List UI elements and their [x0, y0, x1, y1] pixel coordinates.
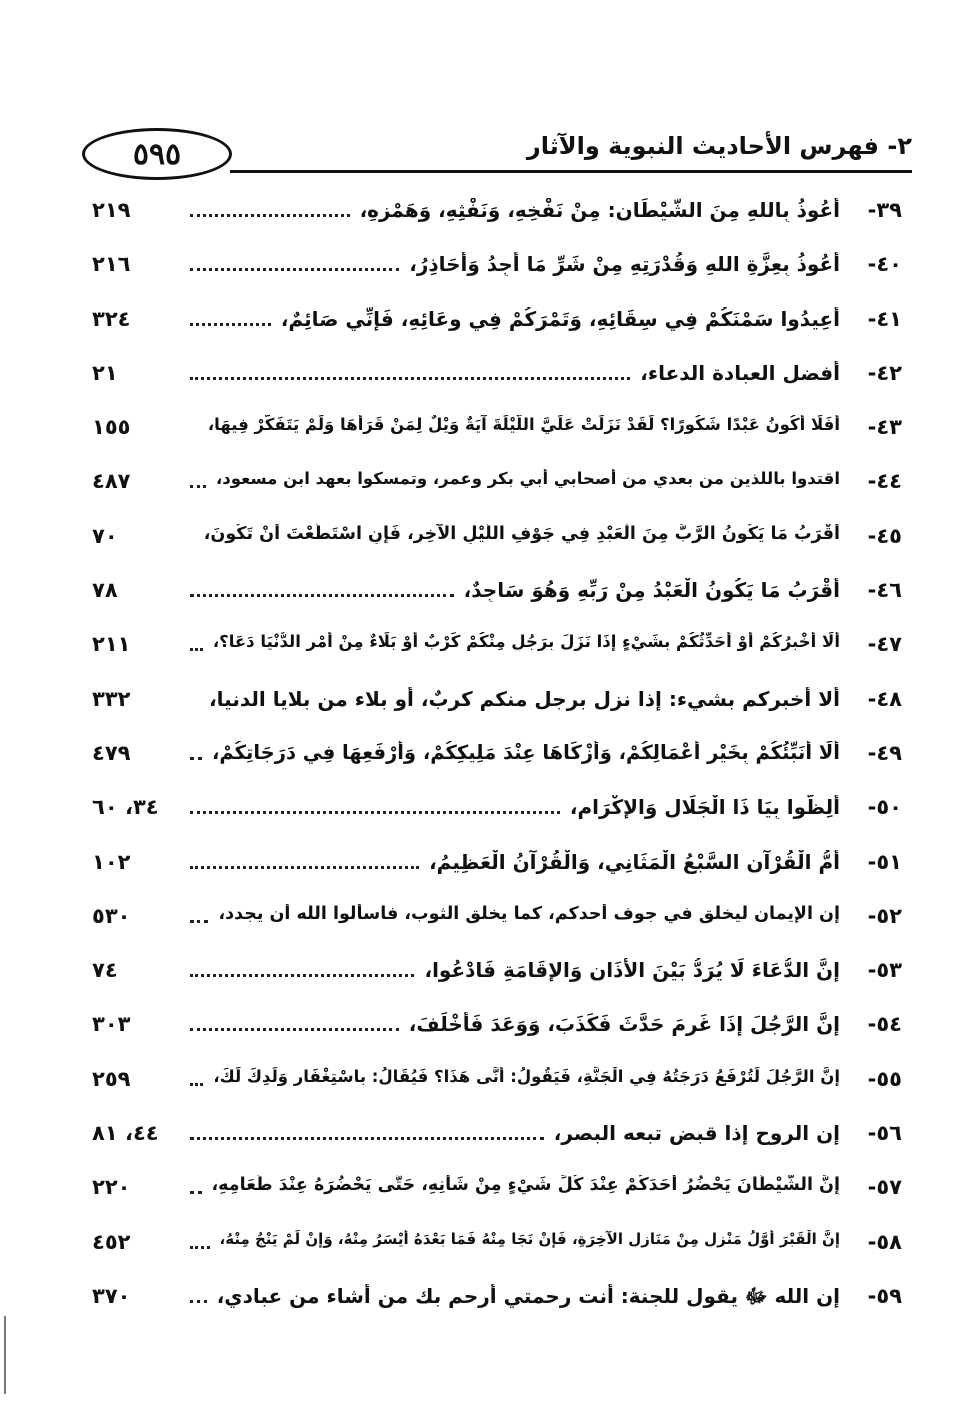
entry-page-reference: ٢١١: [92, 632, 131, 657]
page-number-oval: [82, 128, 232, 180]
index-entry: [92, 355, 902, 409]
entry-number: ٤١-: [867, 306, 902, 331]
entry-text: أَعُوذُ بِاللهِ مِنَ الشَّيْطَانِ: مِنْ نَفْخِهِ، وَنَفْثِهِ، وَهَمْزِهِ،: [359, 198, 840, 222]
entry-text: اقتدوا باللذين من بعدي من أصحابي أبي بكر وعمر، وتمسكوا بعهد ابن مسعود،: [216, 469, 840, 489]
entry-text: أَلَا أُنَبِّئُكُمْ بِخَيْرِ أَعْمَالِكُمْ، وَأَزْكَاهَا عِنْدَ مَلِيكِكُمْ، وَأَرْفَعِهَا فِي دَرَجَاتِكُمْ،: [211, 740, 840, 764]
dot-leader: [190, 1191, 202, 1194]
dot-leader: [190, 1246, 210, 1249]
entry-number: ٥٨-: [867, 1229, 902, 1254]
entry-number: ٥٢-: [867, 903, 902, 928]
entry-text: أُمُّ الْقُرْآنِ السَّبْعُ الْمَثَانِي، وَالْقُرْآنُ الْعَظِيمُ،: [429, 849, 840, 874]
index-entry: [92, 1169, 902, 1223]
entry-number: ٤٣-: [867, 415, 902, 440]
entry-number: ٤٥-: [867, 523, 902, 548]
entry-text: أَلِظُّوا بِيَا ذَا الْجَلَالِ وَالإِكْرَامِ،: [569, 795, 840, 820]
entry-page-reference: ٣٢٤: [92, 306, 131, 331]
index-entry: [92, 1115, 902, 1169]
entry-number: ٤٤-: [867, 469, 902, 494]
index-entry: [92, 898, 902, 952]
entry-number: ٤٠-: [867, 252, 902, 277]
index-entry: [92, 1224, 902, 1278]
entry-page-reference: ٣٤، ٦٠: [92, 795, 159, 820]
entry-page-reference: ٤٥٢: [92, 1229, 131, 1254]
entry-number: ٤٩-: [867, 740, 902, 765]
header-rule: [230, 170, 912, 173]
entry-page-reference: ٢١٩: [92, 198, 131, 222]
entry-page-reference: ٤٧٩: [92, 740, 131, 765]
entry-number: ٥٥-: [867, 1066, 902, 1091]
index-entry: [92, 518, 902, 572]
entry-page-reference: ٣٠٣: [92, 1012, 131, 1037]
dot-leader: [190, 1083, 203, 1086]
entry-number: ٥٤-: [867, 1012, 902, 1037]
index-entry: [92, 844, 902, 898]
index-entry: [92, 789, 902, 843]
entry-page-reference: ٤٨٧: [92, 469, 131, 494]
entry-number: ٤٦-: [867, 578, 902, 603]
index-entry: [92, 735, 902, 789]
entry-page-reference: ٢١٦: [92, 252, 131, 277]
entry-number: ٥٩-: [867, 1283, 902, 1308]
index-entry: [92, 1061, 902, 1115]
dot-leader: [190, 974, 414, 977]
entry-number: ٥٠-: [867, 795, 902, 820]
dot-leader: [190, 377, 630, 380]
dot-leader: [190, 757, 202, 760]
entry-page-reference: ٧٨: [92, 578, 118, 603]
dot-leader: [190, 1137, 544, 1140]
index-entry: [92, 572, 902, 626]
dot-leader: [190, 920, 208, 923]
index-entry: [92, 246, 902, 300]
index-entry: [92, 409, 902, 463]
dot-leader: [190, 485, 206, 488]
dot-leader: [190, 323, 271, 326]
index-entry: [92, 1006, 902, 1060]
page-header: [70, 118, 912, 178]
entry-page-reference: ٣٧٠: [92, 1283, 131, 1308]
entry-text: أَقْرَبُ مَا يَكُونُ الرَّبُّ مِنَ الْعَبْدِ فِي جَوْفِ اللَّيْلِ الآخِرِ، فَإِنِ اسْتَطَعْتَ أَنْ تَكُونَ،: [203, 523, 840, 544]
entry-text: أَعُوذُ بِعِزَّةِ اللهِ وَقُدْرَتِهِ مِنْ شَرِّ مَا أَجِدُ وَأُحَاذِرُ،: [409, 252, 840, 277]
entry-text: أفضل العبادة الدعاء،: [640, 360, 840, 385]
entry-page-reference: ٧٤: [92, 958, 118, 983]
scan-margin-mark: [4, 1316, 6, 1394]
entry-text: إِنَّ الرَّجُلَ إِذَا غَرِمَ حَدَّثَ فَكَذَبَ، وَوَعَدَ فَأَخْلَفَ،: [408, 1012, 840, 1037]
entry-text: إن الروح إذا قبض تبعه البصر،: [553, 1121, 840, 1146]
entry-number: ٤٢-: [867, 360, 902, 385]
entry-text: إِنَّ الشَّيْطَانَ يَحْضُرُ أَحَدَكُمْ عِنْدَ كُلِّ شَيْءٍ مِنْ شَأْنِهِ، حَتَّى يَحْضُرَهُ عِنْدَ طَعَامِهِ،: [211, 1175, 840, 1196]
entry-number: ٥٦-: [867, 1121, 902, 1146]
index-entry: [92, 463, 902, 517]
dot-leader: [190, 866, 419, 869]
entry-text: أَعِيدُوا سَمْنَكُمْ فِي سِقَائِهِ، وَتَمْرَكُمْ فِي وِعَائِهِ، فَإِنِّي صَائِمٌ،: [280, 306, 840, 331]
entry-page-reference: ١٥٥: [92, 415, 131, 440]
dot-leader: [190, 1300, 207, 1303]
dot-leader: [190, 648, 203, 651]
entry-text: أَفَلَا أَكُونُ عَبْدًا شَكُورًا؟ لَقَدْ نَزَلَتْ عَلَيَّ اللَّيْلَةَ آيَةٌ وَيْلٌ لِمَنْ قَرَأَهَا وَلَمْ يَتَفَكَّرْ فِيهَا،: [207, 415, 840, 435]
entry-page-reference: ٢٥٩: [92, 1066, 131, 1091]
index-entry: [92, 626, 902, 680]
entry-text: إِنَّ الدُّعَاءَ لَا يُرَدُّ بَيْنَ الأَذَانِ وَالإِقَامَةِ فَادْعُوا،: [424, 958, 840, 983]
index-entry: [92, 952, 902, 1006]
entry-number: ٤٨-: [867, 686, 902, 711]
dot-leader: [190, 811, 560, 814]
entry-page-reference: ٢١: [92, 360, 118, 385]
entry-page-reference: ٧٠: [92, 523, 118, 548]
entry-page-reference: ٣٣٢: [92, 686, 131, 711]
entry-text: إِنَّ الرَّجُلَ لَتُرْفَعُ دَرَجَتُهُ فِي الْجَنَّةِ، فَيَقُولُ: أَنَّى هَذَا؟ فَيُقَالُ: بِاسْتِغْفَارِ وَلَدِكَ لَكَ،: [213, 1066, 840, 1086]
dot-leader: [190, 214, 350, 217]
entry-text: أَلَا أُخْبِرُكُمْ أَوْ أُحَدِّثُكُمْ بِشَيْءٍ إِذَا نَزَلَ بِرَجُلٍ مِنْكُمْ كَرْبٌ أَوْ بَلَاءٌ مِنْ أَمْرِ الدُّنْيَا دَعَا؟،: [212, 632, 840, 652]
index-entry: [92, 301, 902, 355]
entry-number: ٥٧-: [867, 1175, 902, 1200]
entry-text: إن الله ﷻ يقول للجنة: أنت رحمتي أرحم بك من أشاء من عبادي،: [216, 1283, 840, 1308]
entry-text: ألا أخبركم بشيء: إذا نزل برجل منكم كربٌ، أو بلاء من بلايا الدنيا،: [209, 686, 840, 711]
entry-page-reference: ١٠٢: [92, 849, 131, 874]
entry-page-reference: ٤٤، ٨١: [92, 1121, 159, 1146]
entry-number: ٥١-: [867, 849, 902, 874]
entry-page-reference: ٢٢٠: [92, 1175, 131, 1200]
section-title: ٢- فهرس الأحاديث النبوية والآثار: [526, 132, 912, 160]
index-entry: [92, 192, 902, 246]
page-number: ٥٩٥: [132, 136, 182, 172]
index-entry: [92, 681, 902, 735]
entry-number: ٥٣-: [867, 958, 902, 983]
dot-leader: [190, 268, 399, 271]
entry-text: أَقْرَبُ مَا يَكُونُ الْعَبْدُ مِنْ رَبِّهِ وَهُوَ سَاجِدٌ،: [463, 578, 840, 603]
entry-text: إن الإيمان ليخلق في جوف أحدكم، كما يخلق الثوب، فاسألوا الله أن يجدد،: [218, 903, 840, 924]
entry-number: ٣٩-: [867, 198, 902, 222]
dot-leader: [190, 1028, 399, 1031]
entry-text: إِنَّ الْقَبْرَ أَوَّلُ مَنْزِلٍ مِنْ مَنَازِلِ الآخِرَةِ، فَإِنْ نَجَا مِنْهُ فَمَا بَعْدَهُ أَيْسَرُ مِنْهُ، وَإِنْ لَمْ يَنْجُ مِنْهُ،: [219, 1229, 840, 1248]
entry-page-reference: ٥٣٠: [92, 903, 131, 928]
entry-number: ٤٧-: [867, 632, 902, 657]
dot-leader: [190, 594, 454, 597]
hadith-index-list: [92, 192, 902, 1332]
index-entry: [92, 1278, 902, 1332]
